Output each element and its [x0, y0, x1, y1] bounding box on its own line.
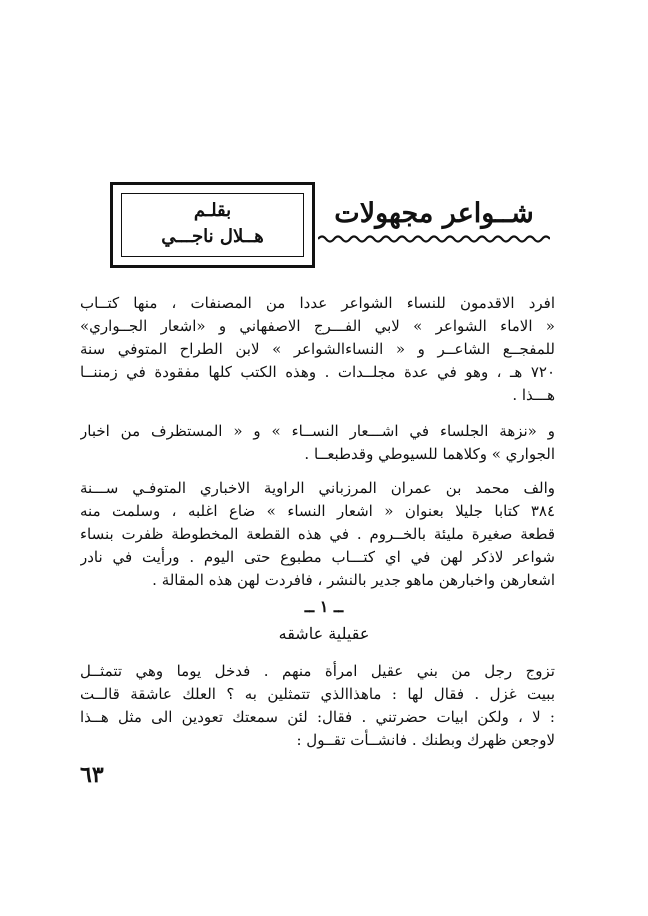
section-title: عقيلية عاشقه: [278, 624, 370, 643]
text-line: هـــذا .: [512, 386, 555, 404]
text-line: تزوج رجل من بني عقيل امرأة منهم . فدخل يوما وهي تتمثــل: [80, 662, 555, 680]
text-line: و «نزهة الجلساء في اشـــعار النســاء » و « المستظرف من اخبار: [80, 422, 555, 440]
text-line: الجواري » وكلاهما للسيوطي وقدطبعــا .: [304, 445, 555, 463]
byline-inner-frame: [121, 193, 304, 257]
paragraph-1: [80, 292, 555, 407]
text-line: للمفجــع الشاعــر و « النساءالشواعر » لابن الطراح المتوفي سنة: [80, 340, 555, 358]
text-line: افرد الاقدمون للنساء الشواعر عددا من المصنفات ، منها كتــاب: [80, 294, 555, 312]
text-line: : لا ، ولكن ابيات حضرتني . فقال: لئن سمعتك تعودين الى مثل هــذا: [80, 708, 555, 726]
article-title-block: [318, 195, 550, 245]
text-line: قطعة صغيرة مليئة بالخــروم . في هذه القطعة المخطوطة ظفرت بنساء: [80, 525, 555, 543]
text-line: والف محمد بن عمران المرزباني الراوية الاخباري المتوفـي ســـنة: [80, 479, 555, 497]
byline-label: بقلـم: [193, 200, 232, 221]
section-number: ــ ١ ــ: [304, 597, 344, 616]
text-line: لاوجعن ظهرك وبطنك . فانشــأت تقــول :: [296, 731, 555, 749]
article-title: شــواعر مجهولات: [334, 198, 534, 229]
text-line: « الاماء الشواعر » لابي الفـــرج الاصفهاني و «اشعار الجــواري»: [80, 317, 555, 335]
text-line: ٣٨٤ كتابا جليلا بعنوان « اشعار النساء » ضاع اغلبه ، وسلمت منه: [80, 502, 555, 520]
text-line: ببيت غزل . فقال لها : ماهذاالذي تتمثلين به ؟ العلك عاشقة قالــت: [80, 685, 555, 703]
paragraph-3: [80, 477, 555, 592]
title-wavy-underline: [318, 233, 550, 245]
byline-box: [110, 182, 315, 268]
text-line: ٧٢٠ هـ ، وهو في عدة مجلــدات . وهذه الكتب كلها مفقودة في زمننــا: [80, 363, 555, 381]
text-line: شواعر لاذكر لهن في اي كتـــاب مطبوع حتى اليوم . ورأيت في نادر: [80, 548, 555, 566]
author-name: هــلال ناجـــي: [161, 226, 264, 247]
paragraph-2: [80, 420, 555, 466]
page-number: ٦٣: [80, 762, 104, 788]
paragraph-4: [80, 660, 555, 752]
text-line: اشعارهن واخبارهن ماهو جدير بالنشر ، فافردت لهن هذه المقالة .: [152, 571, 555, 589]
